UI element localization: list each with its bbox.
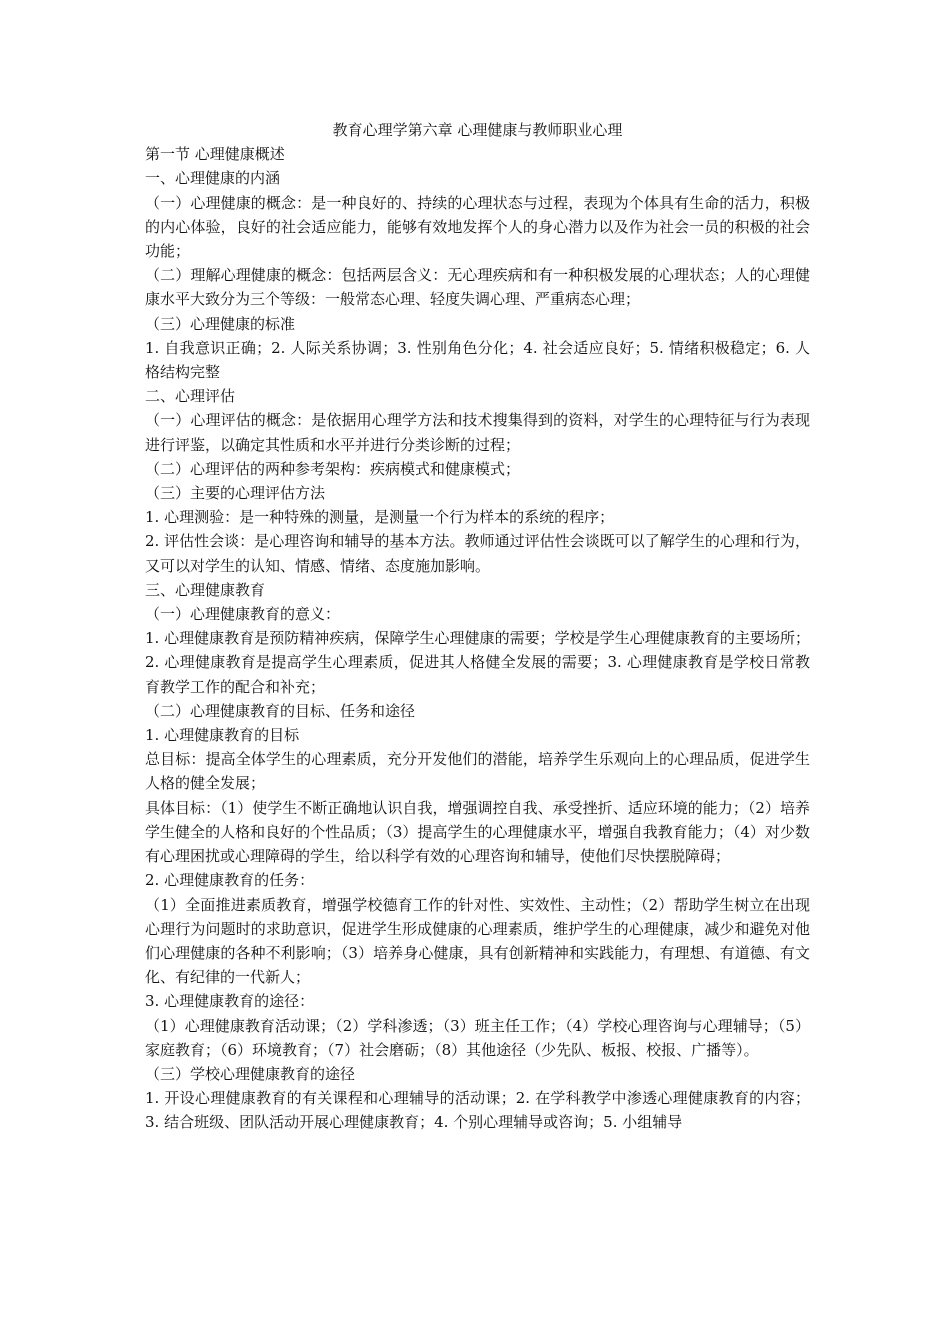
document-title: 教育心理学第六章 心理健康与教师职业心理 <box>332 121 623 139</box>
paragraph: 1. 心理健康教育是预防精神疾病，保障学生心理健康的需要；学校是学生心理健康教育的主要场所；2. 心理健康教育是提高学生心理素质，促进其人格健全发展的需要；3. 心理健康教育是学校日常教育教学工作的配合和补充； <box>145 629 810 696</box>
paragraph: 1. 心理测验：是一种特殊的测量，是测量一个行为样本的系统的程序； <box>145 508 615 527</box>
paragraph: 1. 开设心理健康教育的有关课程和心理辅导的活动课；2. 在学科教学中渗透心理健康教育的内容；3. 结合班级、团队活动开展心理健康教育；4. 个别心理辅导或咨询；5. 小组辅导 <box>145 1089 810 1132</box>
paragraph: （一）心理评估的概念：是依据用心理学方法和技术搜集得到的资料，对学生的心理特征与行为表现进行评鉴，以确定其性质和水平并进行分类诊断的过程； <box>145 411 810 454</box>
paragraph: 1. 自我意识正确；2. 人际关系协调；3. 性别角色分化；4. 社会适应良好；5. 情绪积极稳定；6. 人格结构完整 <box>145 338 810 382</box>
heading-mental-health-connotation: 一、心理健康的内涵 <box>145 169 281 188</box>
subheading: （一）心理健康教育的意义： <box>145 605 341 624</box>
heading-psychological-assessment: 二、心理评估 <box>145 387 236 406</box>
paragraph: 总目标：提高全体学生的心理素质，充分开发他们的潜能，培养学生乐观向上的心理品质，促进学生人格的健全发展； <box>145 750 810 793</box>
paragraph: （1）心理健康教育活动课；（2）学科渗透；（3）班主任工作；（4）学校心理咨询与心理辅导；（5）家庭教育；（6）环境教育；（7）社会磨砺；（8）其他途径（少先队、板报、校报、广播等）。 <box>145 1016 810 1059</box>
paragraph: （1）全面推进素质教育，增强学校德育工作的针对性、实效性、主动性；（2）帮助学生树立在出现心理行为问题时的求助意识，促进学生形成健康的心理素质，维护学生的心理健康，减少和避免对他们心理健康的各种不利影响；（3）培养身心健康，具有创新精神和实践能力，有理想、有道德、有文化、有纪律的一代新人； <box>145 895 810 987</box>
subheading: 3. 心理健康教育的途径： <box>145 992 315 1011</box>
paragraph: 具体目标：（1）使学生不断正确地认识自我，增强调控自我、承受挫折、适应环境的能力；（2）培养学生健全的人格和良好的个性品质；（3）提高学生的心理健康水平，增强自我教育能力；（4）对少数有心理困扰或心理障碍的学生，给以科学有效的心理咨询和辅导，使他们尽快摆脱障碍； <box>145 798 810 866</box>
subheading: （三）主要的心理评估方法 <box>145 484 326 503</box>
paragraph: （二）心理评估的两种参考架构：疾病模式和健康模式； <box>145 459 521 478</box>
section-heading: 第一节 心理健康概述 <box>145 145 285 164</box>
paragraph: （二）理解心理健康的概念：包括两层含义：无心理疾病和有一种积极发展的心理状态；人的心理健康水平大致分为三个等级：一般常态心理、轻度失调心理、严重病态心理； <box>145 266 810 309</box>
subheading: 1. 心理健康教育的目标 <box>145 726 300 745</box>
document-body <box>145 118 810 1135</box>
subheading: 2. 心理健康教育的任务： <box>145 871 315 890</box>
paragraph: 2. 评估性会谈：是心理咨询和辅导的基本方法。教师通过评估性会谈既可以了解学生的心理和行为，又可以对学生的认知、情感、情绪、态度施加影响。 <box>145 532 810 575</box>
heading-mental-health-education: 三、心理健康教育 <box>145 580 266 599</box>
paragraph: （一）心理健康的概念：是一种良好的、持续的心理状态与过程，表现为个体具有生命的活力，积极的内心体验，良好的社会适应能力，能够有效地发挥个人的身心潜力以及作为社会一员的积极的社会功能； <box>145 193 810 261</box>
subheading: （二）心理健康教育的目标、任务和途径 <box>145 701 416 720</box>
subheading: （三）心理健康的标准 <box>145 314 296 333</box>
subheading: （三）学校心理健康教育的途径 <box>145 1064 356 1083</box>
